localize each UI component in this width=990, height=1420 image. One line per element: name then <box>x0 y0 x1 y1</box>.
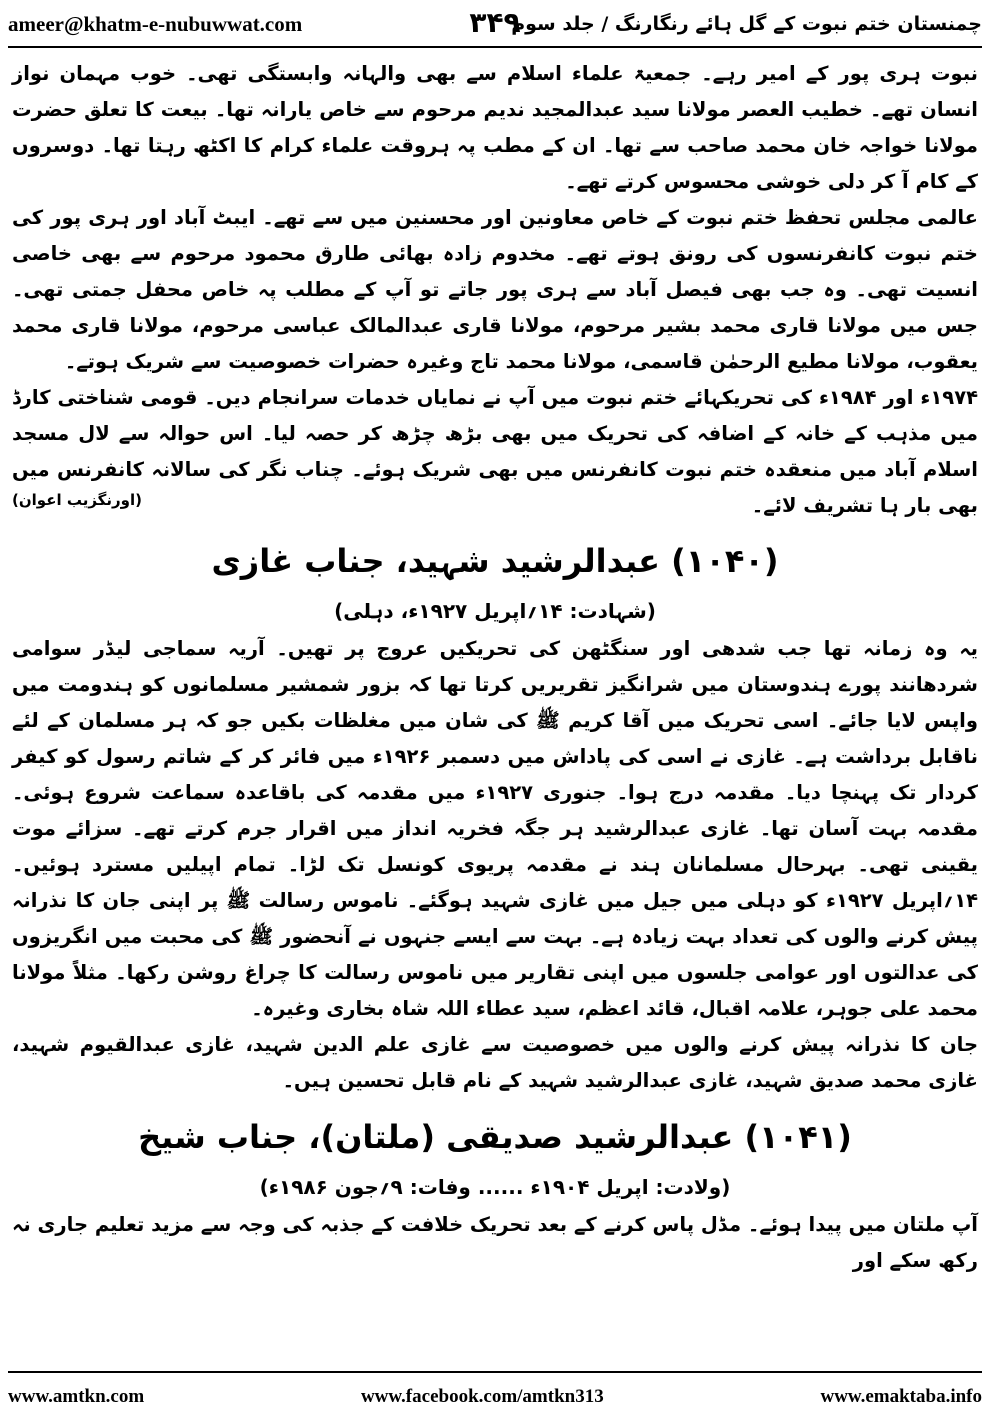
entry-1040 <box>12 539 978 1099</box>
header-rule <box>8 46 982 48</box>
entry-heading: (۱۰۴۱) عبدالرشید صدیقی (ملتان)، جناب شیخ <box>138 1118 852 1156</box>
page-content <box>12 56 978 1279</box>
footer-link-emaktaba[interactable]: www.emaktaba.info <box>820 1386 982 1407</box>
entry-previous <box>12 56 979 517</box>
paragraph: یہ وہ زمانہ تھا جب شدھی اور سنگٹھن کی تحریکیں عروج پر تھیں۔ آریہ سماجی لیڈر سوامی شردھانند پورے ہندوستان میں شرانگیز تقریریں کرتا تھا کہ بزور شمشیر مسلمانوں کو ہندومت میں واپس لایا جائے۔ اسی تحریک میں آقا کریم ﷺ کی شان میں مغلظات بکیں جو کہ ہر مسلمان کے لئے ناقابل برداشت ہے۔ غازی نے اسی کی پاداش میں دسمبر ۱۹۲۶ء میں فائر کر کے شاتم رسول کو کیفر کردار تک پہنچا دیا۔ مقدمہ درج ہوا۔ جنوری ۱۹۲۷ء میں مقدمہ کی باقاعدہ سماعت شروع ہوئی۔ مقدمہ بہت آسان تھا۔ غازی عبدالرشید ہر جگہ فخریہ انداز میں اقرار جرم کرتے تھے۔ سزائے موت یقینی تھی۔ بہرحال مسلمانان ہند نے مقدمہ پریوی کونسل تک لڑا۔ تمام اپیلیں مسترد ہوئیں۔ ۱۴؍اپریل ۱۹۲۷ء کو دہلی میں جیل میں غازی شہید ہوگئے۔ ناموس رسالت ﷺ پر اپنی جان کا نذرانہ پیش کرنے والوں کی تعداد بہت زیادہ ہے۔ بہت سے ایسے جنہوں نے آنحضور ﷺ کی محبت میں انگریزوں کی عدالتوں اور عوامی جلسوں میں اپنی تقاریر میں ناموس رسالت کا چراغ روشن رکھا۔ مثلاً مولانا محمد علی جوہر، علامہ اقبال، قائد اعظم، سید عطاء اللہ شاہ بخاری وغیرہ۔ <box>12 637 979 1020</box>
footer-rule <box>8 1371 982 1373</box>
page-footer <box>8 1382 982 1412</box>
book-title: چمنستان ختم نبوت کے گل ہائے رنگارنگ / جلد سوم <box>511 13 982 35</box>
page-header <box>8 8 982 40</box>
page-number: ۳۴۹ <box>469 6 521 39</box>
paragraph: ۱۹۷۴ء اور ۱۹۸۴ء کی تحریکہائے ختم نبوت میں آپ نے نمایاں خدمات سرانجام دیں۔ قومی شناختی کارڈ میں مذہب کے خانہ کے اضافہ کی تحریک میں بھی بڑھ چڑھ کر حصہ لیا۔ اس حوالہ سے لال مسجد اسلام آباد میں منعقدہ ختم نبوت کانفرنس میں بھی شریک ہوئے۔ چناب نگر کی سالانہ کانفرنس میں بھی بار ہا تشریف لائے۔ <box>12 386 979 517</box>
header-email[interactable]: ameer@khatm-e-nubuwwat.com <box>8 11 303 36</box>
entry-dates: (ولادت: اپریل ۱۹۰۴ء ...... وفات: ۹؍جون ۱۹۸۶ء) <box>259 1175 731 1199</box>
footer-link-facebook[interactable]: www.facebook.com/amtkn313 <box>360 1386 604 1407</box>
author-byline: (اورنگزیب اعوان) <box>12 491 142 509</box>
footer-link-amtkn[interactable]: www.amtkn.com <box>8 1386 145 1407</box>
entry-heading: (۱۰۴۰) عبدالرشید شہید، جناب غازی <box>211 542 779 580</box>
paragraph: نبوت ہری پور کے امیر رہے۔ جمعیۃ علماء اسلام سے بھی والہانہ وابستگی تھی۔ خوب مہمان نواز انسان تھے۔ خطیب العصر مولانا سید عبدالمجید ندیم مرحوم سے خاص یارانہ تھا۔ بیعت کا تعلق حضرت مولانا خواجہ خان محمد صاحب سے تھا۔ ان کے مطب پہ ہروقت علماء کرام کا اکٹھ رہتا تھا۔ دوسروں کے کام آ کر دلی خوشی محسوس کرتے تھے۔ <box>12 62 978 193</box>
paragraph: آپ ملتان میں پیدا ہوئے۔ مڈل پاس کرنے کے بعد تحریک خلافت کے جذبہ کی وجہ سے مزید تعلیم جاری نہ رکھ سکے اور <box>12 1213 978 1272</box>
paragraph: جان کا نذرانہ پیش کرنے والوں میں خصوصیت سے غازی علم الدین شہید، غازی عبدالقیوم شہید، غازی محمد صدیق شہید، غازی عبدالرشید شہید کے نام قابل تحسین ہیں۔ <box>12 1033 978 1092</box>
paragraph: عالمی مجلس تحفظ ختم نبوت کے خاص معاونین اور محسنین میں سے تھے۔ ایبٹ آباد اور ہری پور کی ختم نبوت کانفرنسوں کی رونق ہوتے تھے۔ مخدوم زادہ بھائی طارق محمود مرحوم سے بھی خاصی انسیت تھی۔ وہ جب بھی فیصل آباد سے ہری پور جاتے تو آپ کے مطلب پہ خاص محفل جمتی تھی۔ جس میں مولانا قاری محمد بشیر مرحوم، مولانا قاری عبدالمالک عباسی مرحوم، مولانا قاری محمد یعقوب، مولانا مطیع الرحمٰن قاسمی، مولانا محمد تاج وغیرہ حضرات خصوصیت سے شریک ہوتے۔ <box>12 206 978 373</box>
paragraph-with-byline <box>12 380 978 524</box>
entry-dates: (شہادت: ۱۴؍اپریل ۱۹۲۷ء، دہلی) <box>334 599 656 623</box>
entry-1041 <box>12 1115 978 1279</box>
